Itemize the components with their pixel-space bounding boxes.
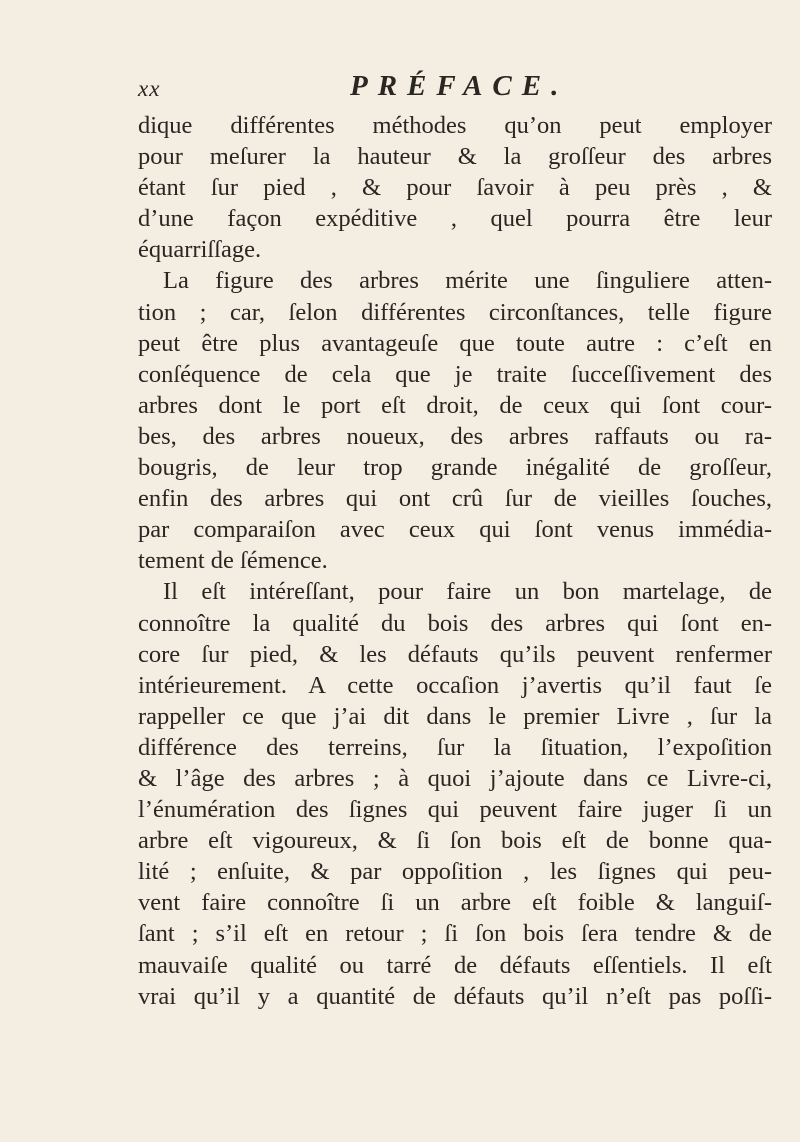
running-title: PRÉFACE. bbox=[350, 70, 569, 102]
text-line: tion ; car, ſelon différentes circonſtances, telle figure bbox=[138, 298, 772, 326]
text-line: & l’âge des arbres ; à quoi j’ajoute dans ce Livre-ci, bbox=[138, 764, 772, 792]
text-line: lité ; enſuite, & par oppoſition , les ſignes qui peu- bbox=[138, 858, 772, 886]
text-line: équarriſſage. bbox=[138, 236, 262, 264]
text-line: core ſur pied, & les défauts qu’ils peuvent renfermer bbox=[138, 640, 772, 668]
page-number: xx bbox=[138, 76, 161, 101]
text-line: tement de ſémence. bbox=[138, 547, 328, 575]
text-line: mauvaiſe qualité ou tarré de défauts eſſentiels. Il eſt bbox=[138, 951, 772, 979]
text-line: étant ſur pied , & pour ſavoir à peu près , & bbox=[138, 174, 772, 202]
text-line: conſéquence de cela que je traite ſucceſſivement des bbox=[138, 360, 772, 388]
text-line: bes, des arbres noueux, des arbres raffauts ou ra- bbox=[138, 422, 772, 450]
text-line: Il eſt intéreſſant, pour faire un bon martelage, de bbox=[163, 578, 772, 606]
text-line: bougris, de leur trop grande inégalité de groſſeur, bbox=[138, 454, 772, 482]
text-line: pour meſurer la hauteur & la groſſeur des arbres bbox=[138, 143, 772, 171]
text-line: rappeller ce que j’ai dit dans le premier Livre , ſur la bbox=[138, 702, 772, 730]
running-head bbox=[138, 70, 658, 108]
text-line: connoître la qualité du bois des arbres qui ſont en- bbox=[138, 609, 772, 637]
text-line: par comparaiſon avec ceux qui ſont venus immédia- bbox=[138, 516, 772, 544]
body-text bbox=[138, 110, 772, 1012]
text-line: enfin des arbres qui ont crû ſur de vieilles ſouches, bbox=[138, 485, 772, 513]
text-line: dique différentes méthodes qu’on peut employer bbox=[138, 112, 772, 139]
text-line: peut être plus avantageuſe que toute autre : c’eſt en bbox=[138, 329, 772, 357]
text-line: d’une façon expéditive , quel pourra être leur bbox=[138, 205, 772, 233]
text-line: La figure des arbres mérite une ſinguliere atten- bbox=[163, 267, 772, 295]
text-line: vent faire connoître ſi un arbre eſt foible & languiſ- bbox=[138, 889, 772, 917]
text-line: différence des terreins, ſur la ſituation, l’expoſition bbox=[138, 733, 772, 761]
text-line: l’énumération des ſignes qui peuvent faire juger ſi un bbox=[138, 796, 772, 824]
text-line: intérieurement. A cette occaſion j’avertis qu’il faut ſe bbox=[138, 671, 772, 699]
text-line: vrai qu’il y a quantité de défauts qu’il n’eſt pas poſſi- bbox=[138, 982, 772, 1010]
text-line: arbre eſt vigoureux, & ſi ſon bois eſt de bonne qua- bbox=[138, 827, 772, 855]
text-line: arbres dont le port eſt droit, de ceux qui ſont cour- bbox=[138, 391, 772, 419]
text-line: ſant ; s’il eſt en retour ; ſi ſon bois ſera tendre & de bbox=[138, 920, 772, 948]
